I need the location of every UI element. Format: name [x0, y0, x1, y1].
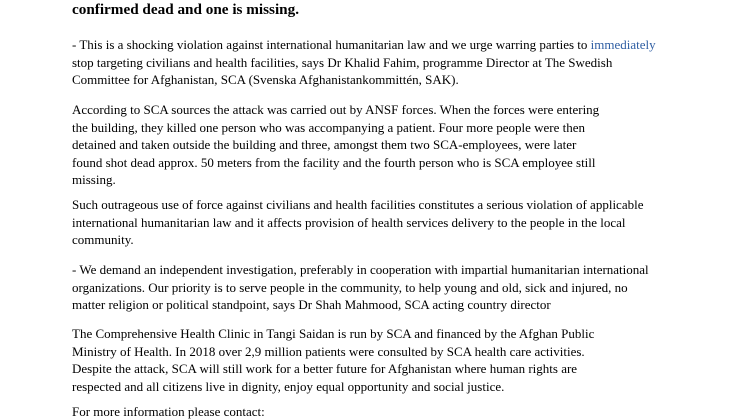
text-line: For more information please contact: — [72, 404, 265, 419]
heading-fragment: confirmed dead and one is missing. — [72, 1, 299, 18]
paragraph-violation — [72, 196, 643, 249]
text-line: - We demand an independent investigation, preferably in cooperation with impartial humanitarian international — [72, 262, 649, 277]
text-line: found shot dead approx. 50 meters from the facility and the fourth person who is SCA employee still — [72, 154, 596, 170]
paragraph-clinic-info — [72, 325, 594, 395]
text-line: Despite the attack, SCA will still work for a better future for Afghanistan where human rights are — [72, 361, 578, 377]
paragraph-attack-account — [72, 101, 599, 189]
paragraph-quote-mahmood — [72, 261, 649, 314]
text-line: The Comprehensive Health Clinic in Tangi Saidan is run by SCA and financed by the Afghan Public — [72, 326, 595, 341]
text-line: According to SCA sources the attack was carried out by ANSF forces. When the forces were entering — [72, 102, 600, 117]
text-line: matter religion or political standpoint, says Dr Shah Mahmood, SCA acting country director — [72, 297, 551, 313]
text-line: respected and all citizens live in dignity, enjoy equal opportunity and social justice. — [72, 378, 505, 394]
text-line: organizations. Our priority is to serve people in the community, to help young and old, sick and injured, no — [72, 279, 628, 295]
text-line: detained and taken outside the building and three, amongst them two SCA-employees, were later — [72, 137, 577, 153]
paragraph-contact — [72, 403, 265, 419]
text-line: community. — [72, 232, 134, 248]
text-line: Ministry of Health. In 2018 over 2,9 million patients were consulted by SCA health care activities. — [72, 343, 585, 359]
text-line: Committee for Afghanistan, SCA (Svenska Afghanistankommittén, SAK). — [72, 72, 459, 88]
text-line: international humanitarian law and it affects provision of health services delivery to the people in the local — [72, 214, 626, 230]
highlighted-word: immediately — [590, 37, 656, 52]
text-line: the building, they killed one person who was accompanying a patient. Four more people were then — [72, 119, 585, 135]
text-line: stop targeting civilians and health facilities, says Dr Khalid Fahim, programme Director at The Swedish — [72, 54, 613, 70]
text-line: - This is a shocking violation against international humanitarian law and we urge warring parties to immediately — [72, 37, 656, 52]
paragraph-quote-fahim — [72, 36, 656, 89]
text-line: Such outrageous use of force against civilians and health facilities constitutes a serious violation of applicable — [72, 197, 644, 212]
text-line: missing. — [72, 172, 116, 188]
